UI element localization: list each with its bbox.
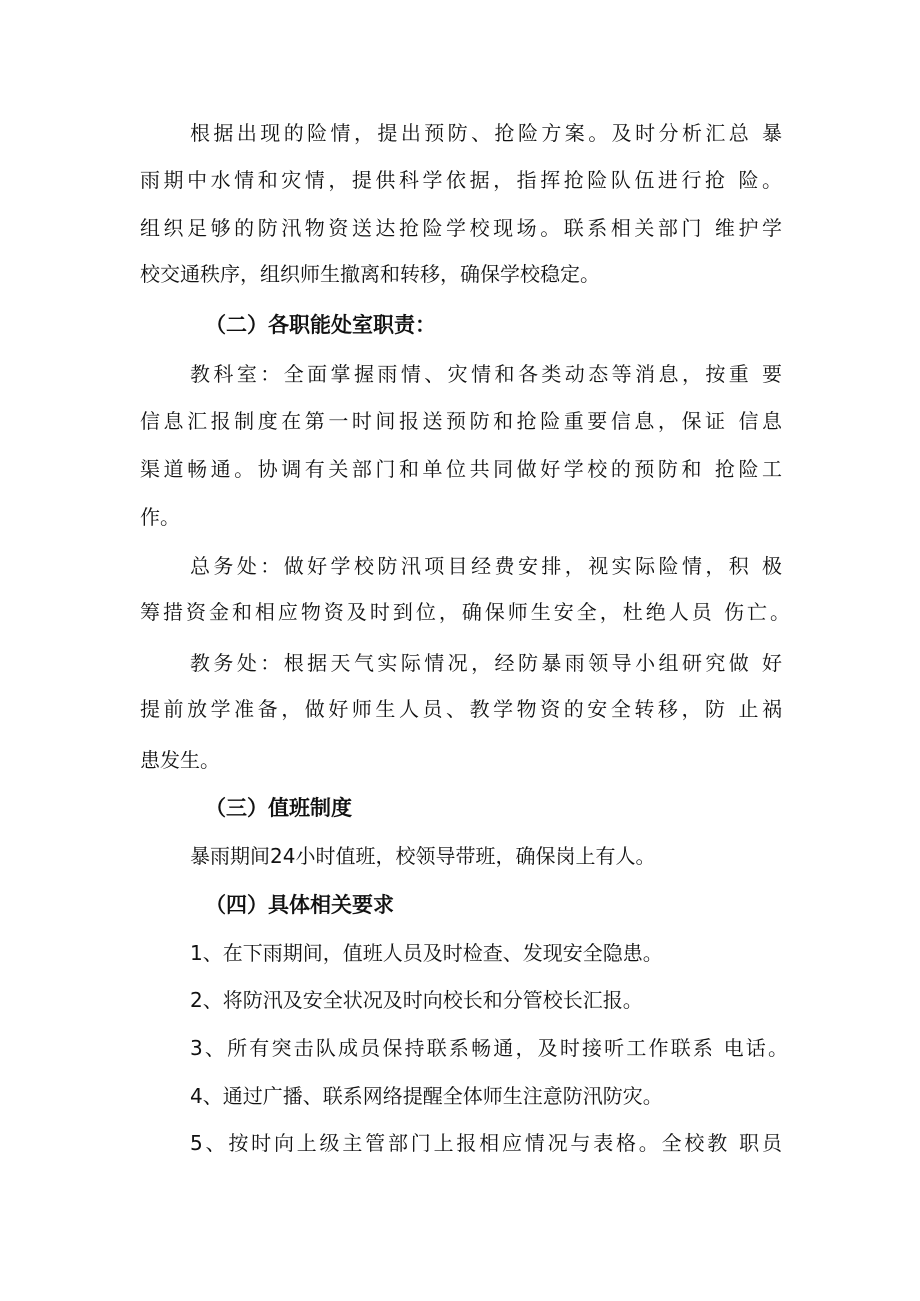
list-item: 3、所有突击队成员保持联系畅通，及时接听工作联系 电话。: [190, 1036, 788, 1060]
paragraph-line: 作。: [140, 505, 180, 529]
paragraph-line: 教科室：全面掌握雨情、灾情和各类动态等消息，按重 要: [190, 362, 782, 386]
list-item: 2、将防汛及安全状况及时向校长和分管校长汇报。: [190, 988, 643, 1012]
paragraph-line: 筹措资金和相应物资及时到位，确保师生安全，杜绝人员 伤亡。: [140, 600, 790, 624]
section-heading: （二）各职能处室职责：: [205, 313, 436, 337]
paragraph-line: 雨期中水情和灾情，提供科学依据，指挥抢险队伍进行抢 险。: [140, 168, 782, 192]
paragraph-line: 总务处：做好学校防汛项目经费安排，视实际险情，积 极: [190, 554, 782, 578]
paragraph-line: 根据出现的险情，提出预防、抢险方案。及时分析汇总 暴: [190, 121, 782, 145]
section-heading: （三）值班制度: [205, 796, 352, 820]
list-item: 1、在下雨期间，值班人员及时检查、发现安全隐患。: [190, 941, 663, 965]
paragraph-line: 校交通秩序，组织师生撤离和转移，确保学校稳定。: [140, 262, 600, 286]
list-item: 5、按时向上级主管部门上报相应情况与表格。全校教 职员: [190, 1131, 782, 1155]
section-heading: （四）具体相关要求: [205, 893, 394, 917]
paragraph-line: 患发生。: [140, 748, 220, 772]
paragraph-line: 暴雨期间24小时值班，校领导带班，确保岗上有人。: [190, 844, 656, 868]
paragraph-line: 教务处：根据天气实际情况，经防暴雨领导小组研究做 好: [190, 651, 782, 675]
paragraph-line: 组织足够的防汛物资送达抢险学校现场。联系相关部门 维护学: [140, 216, 782, 240]
list-item: 4、通过广播、联系网络提醒全体师生注意防汛防灾。: [190, 1084, 663, 1108]
paragraph-line: 渠道畅通。协调有关部门和单位共同做好学校的预防和 抢险工: [140, 457, 782, 481]
paragraph-line: 信息汇报制度在第一时间报送预防和抢险重要信息，保证 信息: [140, 409, 782, 433]
paragraph-line: 提前放学准备，做好师生人员、教学物资的安全转移，防 止祸: [140, 697, 782, 721]
